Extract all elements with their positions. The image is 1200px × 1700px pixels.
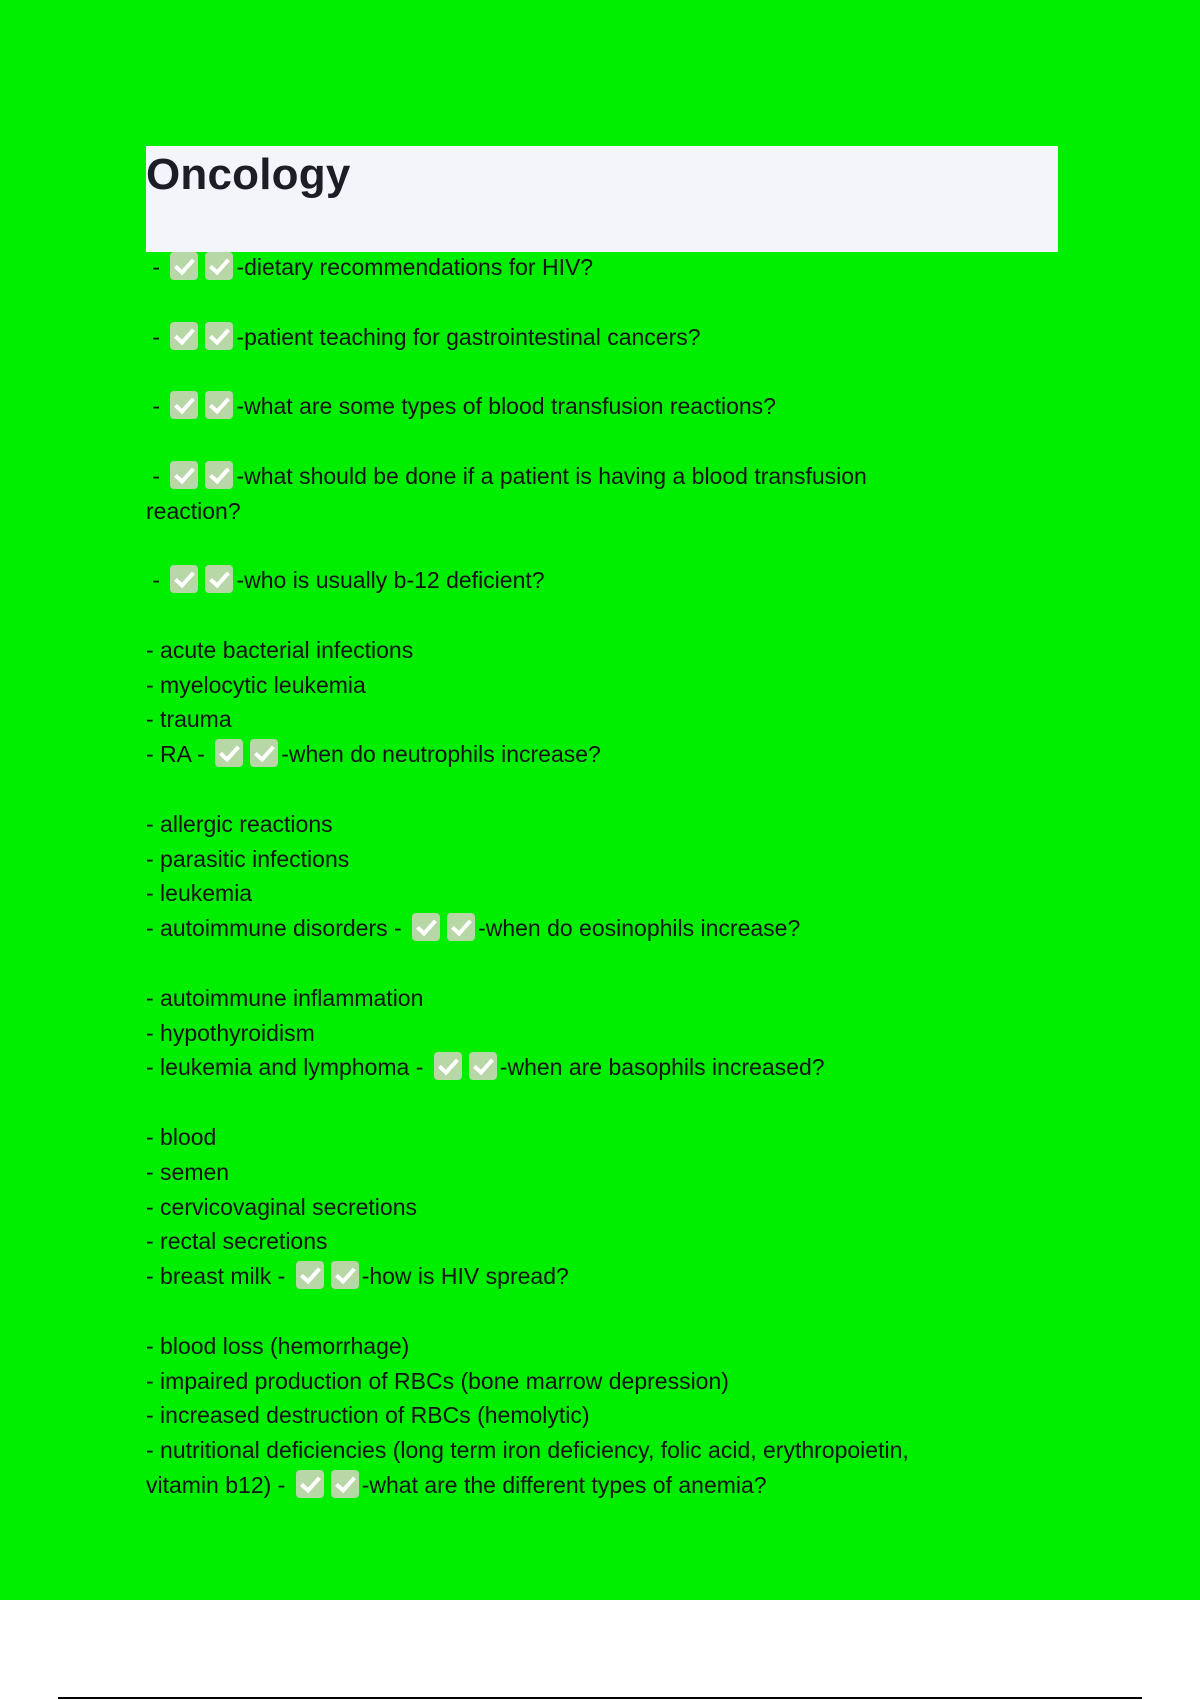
page-title: Oncology	[146, 150, 351, 199]
answer-prefix: -	[146, 462, 167, 489]
check-mark-icon	[331, 1470, 359, 1498]
answer-line: - nutritional deficiencies (long term iron deficiency, folic acid, erythropoietin,	[146, 1437, 909, 1464]
question-item	[146, 250, 1046, 285]
answer-prefix: -	[146, 567, 167, 594]
check-mark-icon	[296, 1261, 324, 1289]
answer-prefix: vitamin b12) -	[146, 1471, 292, 1498]
answer-line: - blood loss (hemorrhage)	[146, 1332, 410, 1359]
answer-line: - acute bacterial infections	[146, 636, 414, 663]
question-text: -what are some types of blood transfusion reactions?	[236, 393, 776, 420]
question-item	[146, 1120, 1046, 1294]
answer-line: - parasitic infections	[146, 845, 350, 872]
question-item	[146, 563, 1046, 598]
question-text: -when are basophils increased?	[499, 1054, 825, 1081]
answer-line: - trauma	[146, 706, 232, 733]
answer-prefix: -	[146, 393, 167, 420]
title-box	[146, 146, 1058, 252]
answer-line: - cervicovaginal secretions	[146, 1193, 418, 1220]
check-mark-icon	[205, 461, 233, 489]
question-text: -how is HIV spread?	[361, 1263, 569, 1290]
answer-line: - blood	[146, 1123, 217, 1150]
check-mark-icon	[215, 739, 243, 767]
answer-prefix: - leukemia and lymphoma -	[146, 1054, 430, 1081]
check-mark-icon	[434, 1052, 462, 1080]
question-text: -who is usually b-12 deficient?	[236, 567, 545, 594]
answer-line: - impaired production of RBCs (bone marrow depression)	[146, 1367, 729, 1394]
question-text: -what should be done if a patient is having a blood transfusion reaction?	[146, 462, 867, 524]
check-mark-icon	[205, 391, 233, 419]
check-mark-icon	[250, 739, 278, 767]
check-mark-icon	[331, 1261, 359, 1289]
question-item	[146, 981, 1046, 1085]
check-mark-icon	[205, 322, 233, 350]
question-text: -what are the different types of anemia?	[361, 1471, 767, 1498]
answer-prefix: - autoimmune disorders -	[146, 915, 409, 942]
answer-line: - rectal secretions	[146, 1228, 328, 1255]
question-item	[146, 459, 1046, 529]
answer-prefix: - breast milk -	[146, 1263, 292, 1290]
question-list	[146, 250, 1046, 1537]
check-mark-icon	[205, 252, 233, 280]
answer-line: - autoimmune inflammation	[146, 984, 424, 1011]
answer-line: - allergic reactions	[146, 810, 333, 837]
check-mark-icon	[170, 391, 198, 419]
question-text: -patient teaching for gastrointestinal cancers?	[236, 323, 701, 350]
answer-prefix: -	[146, 323, 167, 350]
answer-line: - myelocytic leukemia	[146, 671, 366, 698]
answer-line: - leukemia	[146, 880, 253, 907]
footer-rule	[58, 1697, 1142, 1699]
question-item	[146, 389, 1046, 424]
check-mark-icon	[170, 565, 198, 593]
check-mark-icon	[170, 461, 198, 489]
question-item	[146, 633, 1046, 772]
question-item	[146, 320, 1046, 355]
check-mark-icon	[170, 252, 198, 280]
check-mark-icon	[296, 1470, 324, 1498]
question-item	[146, 1329, 1046, 1503]
check-mark-icon	[469, 1052, 497, 1080]
check-mark-icon	[412, 913, 440, 941]
question-item	[146, 807, 1046, 946]
answer-line: - increased destruction of RBCs (hemolytic)	[146, 1402, 590, 1429]
check-mark-icon	[447, 913, 475, 941]
answer-prefix: -	[146, 254, 167, 280]
check-mark-icon	[170, 322, 198, 350]
question-text: -when do eosinophils increase?	[478, 915, 801, 942]
question-text: -dietary recommendations for HIV?	[236, 254, 594, 280]
answer-line: - semen	[146, 1158, 230, 1185]
answer-line: - hypothyroidism	[146, 1019, 315, 1046]
answer-prefix: - RA -	[146, 741, 212, 768]
question-text: -when do neutrophils increase?	[281, 741, 601, 768]
check-mark-icon	[205, 565, 233, 593]
